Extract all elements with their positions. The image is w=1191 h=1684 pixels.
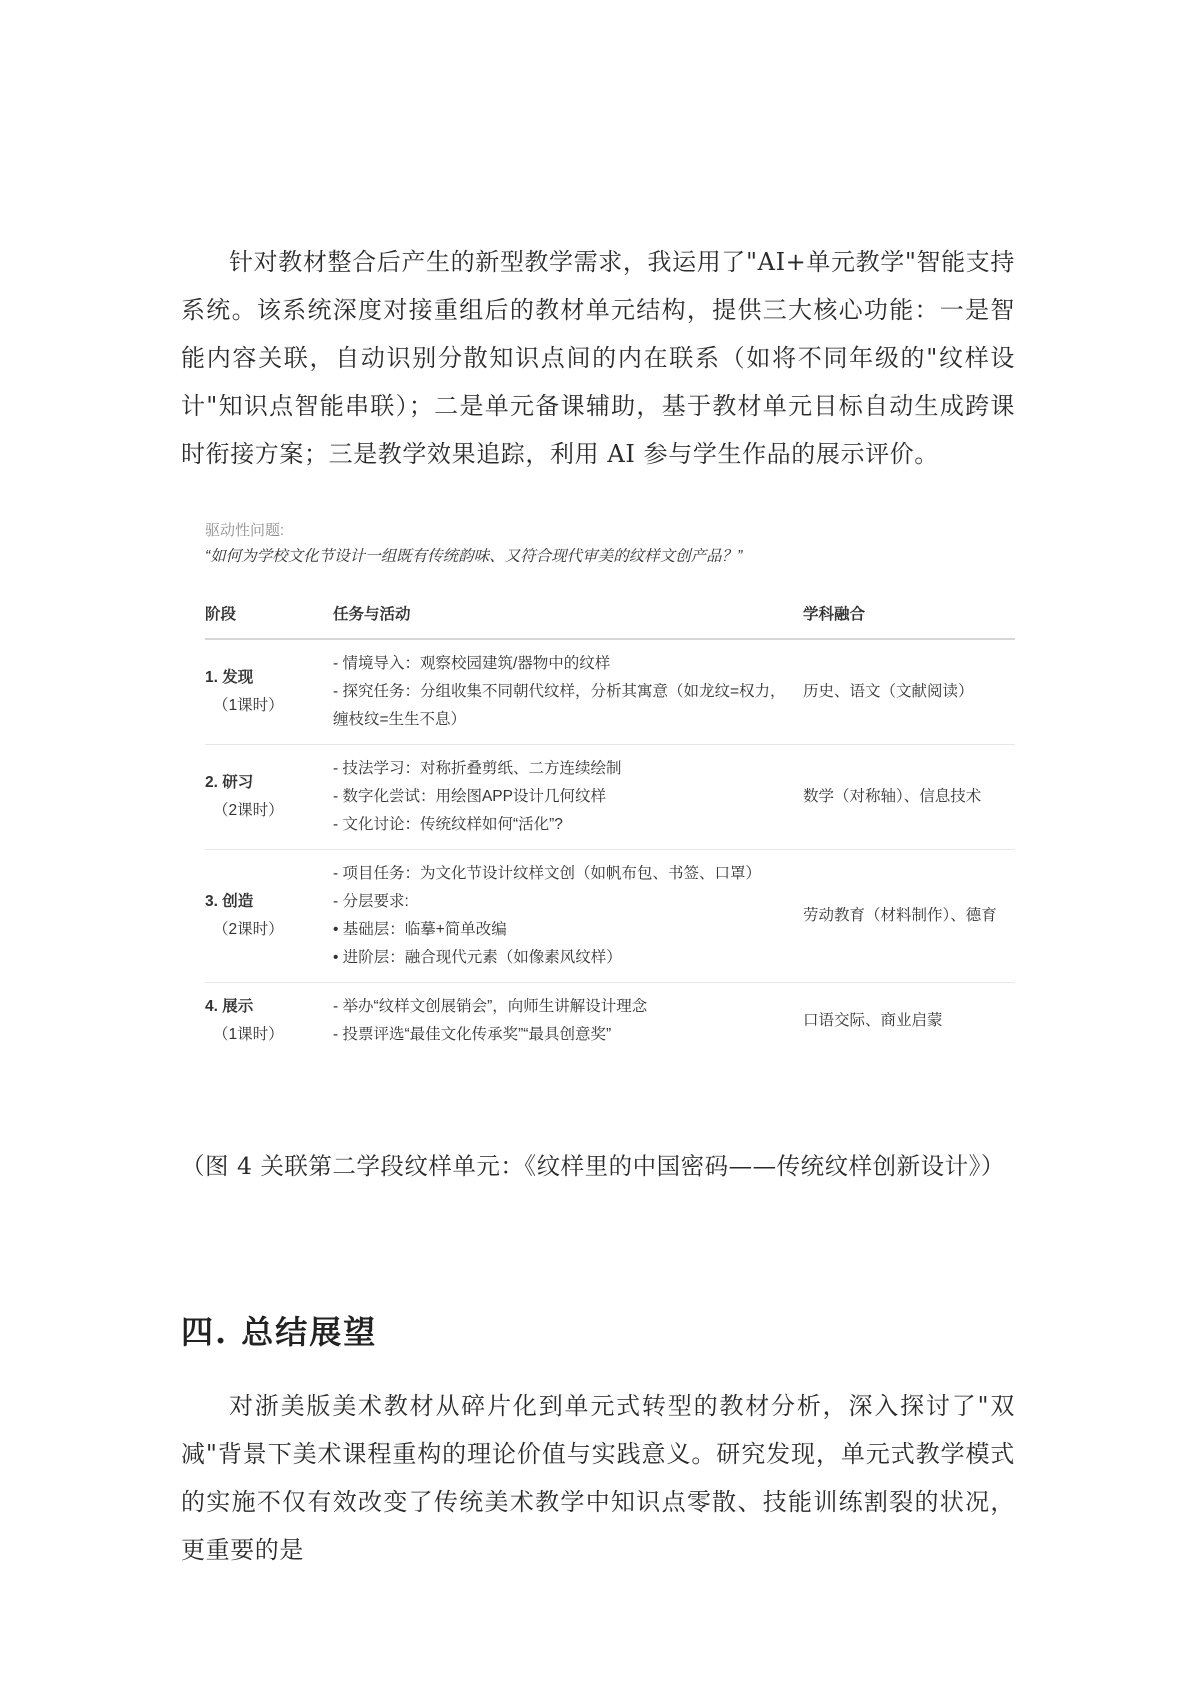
stage-name: 4. 展示 bbox=[205, 998, 254, 1015]
stage-name: 3. 创造 bbox=[205, 893, 254, 910]
task-line: - 情境导入：观察校园建筑/器物中的纹样 bbox=[333, 655, 611, 672]
header-stage: 阶段 bbox=[205, 590, 333, 639]
stage-hours: （1课时） bbox=[213, 1026, 284, 1043]
task-line: - 举办“纹样文创展销会”，向师生讲解设计理念 bbox=[333, 998, 648, 1015]
table-row bbox=[205, 983, 1015, 1060]
tasks-cell bbox=[333, 745, 803, 850]
task-line: • 基础层：临摹+简单改编 bbox=[333, 921, 507, 938]
stage-hours: （2课时） bbox=[213, 921, 284, 938]
header-subjects: 学科融合 bbox=[803, 590, 1015, 639]
task-line: - 技法学习：对称折叠剪纸、二方连续绘制 bbox=[333, 760, 622, 777]
driving-question-label: 驱动性问题: bbox=[205, 522, 285, 539]
tasks-cell bbox=[333, 983, 803, 1060]
stage-hours: （2课时） bbox=[213, 802, 284, 819]
table-row bbox=[205, 745, 1015, 850]
subjects-cell: 数学（对称轴）、信息技术 bbox=[803, 745, 1015, 850]
stage-hours: （1课时） bbox=[213, 697, 284, 714]
subjects-cell: 历史、语文（文献阅读） bbox=[803, 639, 1015, 745]
task-line: - 项目任务：为文化节设计纹样文创（如帆布包、书签、口罩） bbox=[333, 865, 761, 882]
header-tasks: 任务与活动 bbox=[333, 590, 803, 639]
stage-name: 2. 研习 bbox=[205, 774, 254, 791]
figure-caption: （图 4 关联第二学段纹样单元：《纹样里的中国密码——传统纹样创新设计》） bbox=[181, 1152, 1005, 1180]
table-header-row bbox=[205, 590, 1015, 639]
task-line: - 分层要求: bbox=[333, 893, 409, 910]
intro-paragraph: 针对教材整合后产生的新型教学需求，我运用了"AI+单元教学"智能支持系统。该系统深度对接重组后的教材单元结构，提供三大核心功能：一是智能内容关联，自动识别分散知识点间的内在联系（如将不同年级的"纹样设计"知识点智能串联）；二是单元备课辅助，基于教材单元目标自动生成跨课时衔接方案；三是教学效果追踪，利用 AI 参与学生作品的展示评价。 bbox=[181, 248, 1015, 468]
driving-question: “如何为学校文化节设计一组既有传统韵味、又符合现代审美的纹样文创产品？” bbox=[205, 548, 743, 565]
table-row bbox=[205, 850, 1015, 983]
task-line: - 投票评选“最佳文化传承奖”“最具创意奖” bbox=[333, 1026, 612, 1043]
task-line: - 探究任务：分组收集不同朝代纹样，分析其寓意（如龙纹=权力，缠枝纹=生生不息） bbox=[333, 683, 786, 728]
tasks-cell bbox=[333, 850, 803, 983]
tasks-cell bbox=[333, 639, 803, 745]
stage-cell bbox=[205, 639, 333, 745]
stage-cell bbox=[205, 850, 333, 983]
subjects-cell: 口语交际、商业启蒙 bbox=[803, 1012, 943, 1029]
section-heading: 四. 总结展望 bbox=[181, 1313, 378, 1351]
task-line: - 文化讨论：传统纹样如何“活化”? bbox=[333, 816, 563, 833]
stage-cell bbox=[205, 983, 333, 1060]
stage-name: 1. 发现 bbox=[205, 669, 254, 686]
conclusion-paragraph: 对浙美版美术教材从碎片化到单元式转型的教材分析，深入探讨了"双减"背景下美术课程重构的理论价值与实践意义。研究发现，单元式教学模式的实施不仅有效改变了传统美术教学中知识点零散、技能训练割裂的状况，更重要的是 bbox=[181, 1392, 1015, 1564]
table-row bbox=[205, 639, 1015, 745]
unit-plan-figure bbox=[205, 520, 1015, 1059]
subjects-cell: 劳动教育（材料制作）、德育 bbox=[803, 850, 1015, 983]
unit-plan-table bbox=[205, 590, 1015, 1059]
stage-cell bbox=[205, 745, 333, 850]
task-line: - 数字化尝试：用绘图APP设计几何纹样 bbox=[333, 788, 606, 805]
task-line: • 进阶层：融合现代元素（如像素风纹样） bbox=[333, 949, 622, 966]
